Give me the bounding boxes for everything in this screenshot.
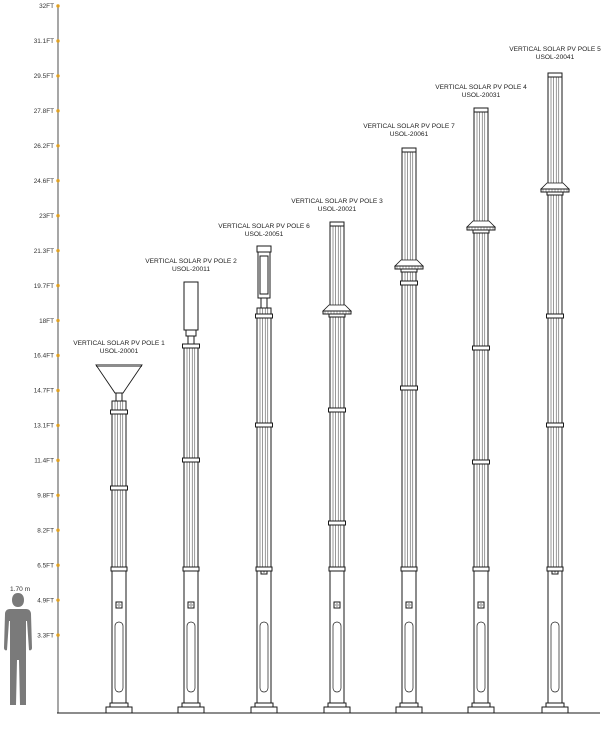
pole-base-collar <box>472 703 490 707</box>
scale-tick <box>37 493 59 500</box>
pv-fluted-section <box>184 344 198 570</box>
lamp-neck <box>261 298 267 308</box>
pv-joint-band <box>547 423 564 427</box>
pole-lower-section <box>257 570 271 703</box>
pole-base-plate <box>178 707 204 713</box>
lamp-head-collar <box>473 230 489 233</box>
pole-1 <box>73 340 165 713</box>
scale-tick-label: 6.5FT <box>37 562 54 570</box>
scale-tick-dot <box>56 494 59 497</box>
scale-tick-dot <box>56 459 59 462</box>
scale-tick-label: 32FT <box>39 3 54 11</box>
lamp-window <box>260 256 268 294</box>
scale-tick-label: 4.9FT <box>37 597 54 605</box>
pole-5 <box>363 123 455 713</box>
scale-tick <box>34 283 60 290</box>
pv-joint-band <box>256 314 273 318</box>
pole-7 <box>509 46 601 713</box>
pole-lower-section <box>402 570 416 703</box>
scale-tick <box>37 527 59 534</box>
lamp-neck <box>116 393 122 401</box>
scale-tick <box>34 353 60 360</box>
pole-base-plate <box>324 707 350 713</box>
scale-tick-dot <box>56 109 59 112</box>
pv-joint-band <box>547 314 564 318</box>
pole-title: VERTICAL SOLAR PV POLE 4 <box>435 84 527 91</box>
pole-lower-section <box>548 570 562 703</box>
lamp-head <box>395 260 423 266</box>
pole-base-collar <box>182 703 200 707</box>
control-box <box>406 602 412 608</box>
pole-2 <box>145 258 237 713</box>
pole-cap <box>402 148 416 152</box>
human-height-label: 1.70 m <box>10 586 31 593</box>
scale-tick-label: 11.4FT <box>34 457 54 465</box>
scale-tick-dot <box>56 39 59 42</box>
pole-model: USOL-20041 <box>535 54 575 61</box>
pole-lower-section <box>474 570 488 703</box>
pv-joint-band <box>473 460 490 464</box>
height-scale <box>34 3 60 713</box>
pv-fluted-section <box>474 112 488 570</box>
pole-3 <box>218 223 310 713</box>
pv-joint-band <box>183 344 200 348</box>
scale-tick-label: 8.2FT <box>37 527 54 535</box>
pv-joint-band <box>473 346 490 350</box>
pole-lower-section <box>330 570 344 703</box>
human-reference <box>4 586 32 705</box>
scale-tick-dot <box>56 389 59 392</box>
pole-title: VERTICAL SOLAR PV POLE 2 <box>145 258 237 265</box>
pv-joint-band <box>111 410 128 414</box>
pole-cap <box>330 222 344 226</box>
pole-model: USOL-20011 <box>172 266 210 273</box>
section-collar <box>401 567 417 571</box>
pole-base-collar <box>110 703 128 707</box>
lamp-head <box>323 305 351 311</box>
scale-tick-label: 18FT <box>39 317 54 325</box>
pv-joint-band <box>329 408 346 412</box>
scale-tick-label: 26.2FT <box>33 143 54 150</box>
scale-tick-label: 19.7FT <box>33 282 54 290</box>
scale-tick <box>34 458 59 465</box>
scale-tick-label: 21.3FT <box>33 247 54 255</box>
pole-model: USOL-20061 <box>389 131 429 138</box>
scale-tick-dot <box>56 319 59 322</box>
pole-cap <box>548 73 562 77</box>
scale-tick <box>34 38 60 45</box>
scale-tick <box>34 108 60 115</box>
control-box-icon <box>188 602 194 608</box>
pv-joint-band <box>111 486 128 490</box>
pole-model: USOL-20001 <box>99 348 139 355</box>
control-box <box>188 602 194 608</box>
scale-tick-dot <box>56 214 59 217</box>
scale-tick-dot <box>56 564 59 567</box>
scale-tick <box>39 213 60 220</box>
scale-tick <box>34 423 60 430</box>
control-box-icon <box>334 602 340 608</box>
pv-fluted-section <box>330 226 344 570</box>
scale-tick <box>39 3 60 10</box>
pole-model: USOL-20031 <box>461 92 501 99</box>
scale-tick <box>37 597 59 604</box>
lamp-head-collar <box>329 314 345 317</box>
scale-tick-label: 14.7FT <box>33 387 54 395</box>
control-box <box>116 602 122 608</box>
pole-base-collar <box>546 703 564 707</box>
scale-tick <box>37 562 59 569</box>
scale-tick-dot <box>56 633 59 636</box>
control-box-icon <box>478 602 484 608</box>
control-box <box>478 602 484 608</box>
pole-base-plate <box>106 707 132 713</box>
pole-base-plate <box>251 707 277 713</box>
lamp-neck <box>188 336 194 344</box>
pv-fluted-section <box>402 152 416 570</box>
pole-6 <box>435 84 527 713</box>
scale-tick <box>34 388 60 395</box>
lamp-cap <box>257 246 271 252</box>
pole-title: VERTICAL SOLAR PV POLE 3 <box>291 198 383 205</box>
pv-joint-band <box>329 521 346 525</box>
scale-tick-label: 31.1FT <box>33 38 54 46</box>
scale-tick-dot <box>56 284 59 287</box>
scale-tick-dot <box>56 249 59 252</box>
pv-joint-band <box>401 386 418 390</box>
pole-base-collar <box>400 703 418 707</box>
control-box-icon <box>406 602 412 608</box>
scale-tick <box>34 248 60 255</box>
scale-tick-label: 9.8FT <box>37 492 54 500</box>
lamp-head <box>541 183 569 189</box>
scale-tick-dot <box>56 179 59 182</box>
lamp-head-collar <box>547 192 563 195</box>
pole-title: VERTICAL SOLAR PV POLE 6 <box>218 223 310 230</box>
pole-model: USOL-20021 <box>317 206 357 213</box>
pv-joint-band <box>183 458 200 462</box>
scale-tick-dot <box>56 424 59 427</box>
scale-tick-label: 23FT <box>39 212 54 220</box>
section-collar <box>547 567 563 571</box>
pole-4 <box>291 198 383 713</box>
scale-tick <box>34 143 60 150</box>
scale-tick <box>39 318 60 325</box>
scale-tick-dot <box>56 4 59 7</box>
scale-tick-dot <box>56 144 59 147</box>
pole-base-plate <box>468 707 494 713</box>
pole-base-collar <box>255 703 273 707</box>
section-collar <box>329 567 345 571</box>
pole-lower-section <box>112 570 126 703</box>
scale-tick-label: 24.6FT <box>33 177 54 185</box>
scale-tick-label: 16.4FT <box>33 352 54 360</box>
pole-cap <box>474 108 488 112</box>
section-collar <box>473 567 489 571</box>
lamp-lens <box>186 330 196 336</box>
pole-base-plate <box>542 707 568 713</box>
section-collar <box>111 567 127 571</box>
lamp-head <box>467 221 495 227</box>
pole-base-plate <box>396 707 422 713</box>
scale-tick-dot <box>56 529 59 532</box>
lamp-housing <box>184 282 198 330</box>
control-box-icon <box>116 602 122 608</box>
section-collar <box>256 567 272 571</box>
pole-model: USOL-20051 <box>244 231 284 238</box>
pole-lower-section <box>184 570 198 703</box>
pv-joint-band <box>256 423 273 427</box>
scale-tick <box>34 73 60 80</box>
scale-tick-label: 27.8FT <box>33 108 54 116</box>
poles <box>73 46 601 713</box>
scale-tick-dot <box>56 74 59 77</box>
control-box <box>334 602 340 608</box>
pole-base-collar <box>328 703 346 707</box>
pv-fluted-section <box>548 77 562 570</box>
lamp-head-collar <box>401 269 417 272</box>
pole-title: VERTICAL SOLAR PV POLE 5 <box>509 46 601 53</box>
pv-fluted-section <box>257 308 271 570</box>
scale-tick-dot <box>56 354 59 357</box>
pv-joint-band <box>401 281 418 285</box>
human-silhouette-icon <box>4 593 32 705</box>
scale-tick-label: 29.5FT <box>33 73 54 81</box>
section-collar <box>183 567 199 571</box>
pole-title: VERTICAL SOLAR PV POLE 1 <box>73 340 165 347</box>
pole-title: VERTICAL SOLAR PV POLE 7 <box>363 123 455 130</box>
scale-tick-label: 13.1FT <box>33 422 54 430</box>
scale-tick <box>34 178 60 185</box>
scale-tick-label: 3.3FT <box>37 632 54 640</box>
scale-tick-dot <box>56 598 59 601</box>
lamp-funnel <box>96 365 142 393</box>
scale-tick <box>37 632 59 639</box>
